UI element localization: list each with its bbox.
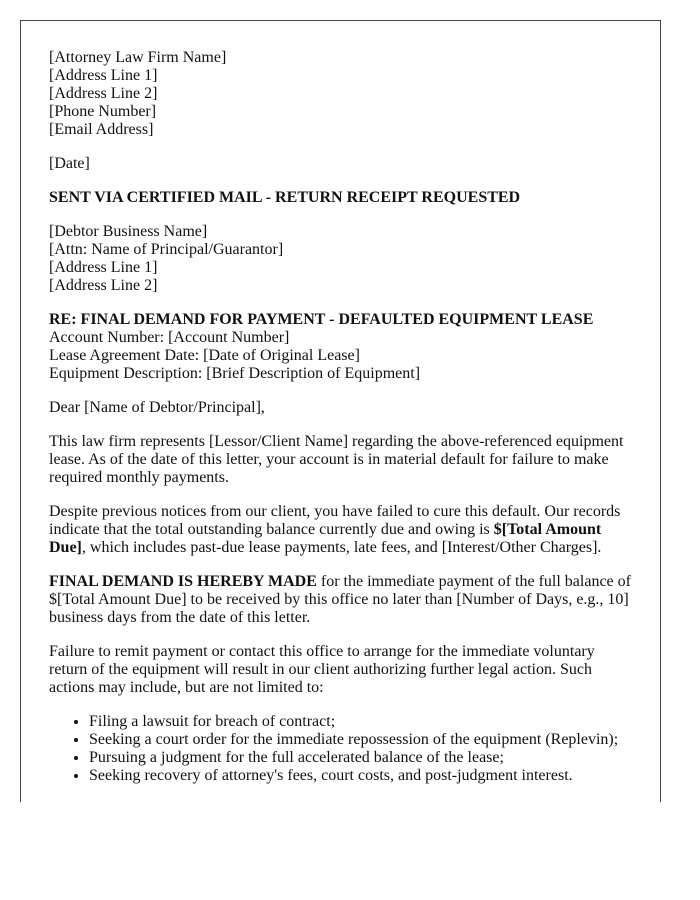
list-item: • Seeking recovery of attorney's fees, court costs, and post-judgment interest. bbox=[89, 767, 632, 785]
paragraph-balance bbox=[49, 503, 632, 557]
legal-actions-list bbox=[49, 713, 632, 785]
re-block bbox=[49, 311, 632, 383]
balance-text-end: , which includes past-due lease payments, late fees, and [Interest/Other Charges]. bbox=[81, 539, 602, 556]
delivery-notice-text: SENT VIA CERTIFIED MAIL - RETURN RECEIPT REQUESTED bbox=[49, 189, 521, 206]
re-subject: RE: FINAL DEMAND FOR PAYMENT - DEFAULTED EQUIPMENT LEASE bbox=[49, 311, 594, 328]
sender-firm-name: [Attorney Law Firm Name] bbox=[49, 49, 227, 66]
paragraph-demand bbox=[49, 573, 632, 627]
recipient-block bbox=[49, 223, 632, 295]
recipient-business: [Debtor Business Name] bbox=[49, 223, 208, 240]
salutation: Dear [Name of Debtor/Principal], bbox=[49, 399, 265, 416]
demand-heading: FINAL DEMAND IS HEREBY MADE bbox=[49, 573, 317, 590]
letter-date: [Date] bbox=[49, 155, 90, 172]
list-item: • Seeking a court order for the immediate repossession of the equipment (Replevin); bbox=[89, 731, 632, 749]
letter-page bbox=[20, 20, 661, 802]
balance-amount: $[Total Amount Due] bbox=[49, 521, 602, 556]
recipient-attn: [Attn: Name of Principal/Guarantor] bbox=[49, 241, 284, 258]
paragraph-representation: This law firm represents [Lessor/Client Name] regarding the above-referenced equipment lease. As of the date of this letter, your account is in material default for failure to make required monthly payments. bbox=[49, 433, 624, 486]
delivery-notice bbox=[49, 189, 632, 207]
recipient-address-2: [Address Line 2] bbox=[49, 277, 158, 294]
sender-address-2: [Address Line 2] bbox=[49, 85, 158, 102]
sender-block bbox=[49, 49, 632, 139]
equipment-description: Equipment Description: [Brief Description of Equipment] bbox=[49, 365, 421, 382]
recipient-address-1: [Address Line 1] bbox=[49, 259, 158, 276]
lease-date: Lease Agreement Date: [Date of Original Lease] bbox=[49, 347, 360, 364]
paragraph-consequences: Failure to remit payment or contact this office to arrange for the immediate voluntary return of the equipment will result in our client authorizing further legal action. Such actions may include, but are not limited to: bbox=[49, 643, 595, 696]
list-item: • Pursuing a judgment for the full accelerated balance of the lease; bbox=[89, 749, 632, 767]
list-item: • Filing a lawsuit for breach of contract; bbox=[89, 713, 632, 731]
account-number: Account Number: [Account Number] bbox=[49, 329, 290, 346]
demand-text: for the immediate payment of the full balance of $[Total Amount Due] to be received by this office no later than [Number of Days, e.g., 10] business days from the date of this letter. bbox=[49, 573, 631, 626]
sender-address-1: [Address Line 1] bbox=[49, 67, 158, 84]
sender-email: [Email Address] bbox=[49, 121, 154, 138]
sender-phone: [Phone Number] bbox=[49, 103, 157, 120]
balance-text: Despite previous notices from our client, you have failed to cure this default. Our records indicate that the total outstanding balance currently due and owing is bbox=[49, 503, 621, 538]
